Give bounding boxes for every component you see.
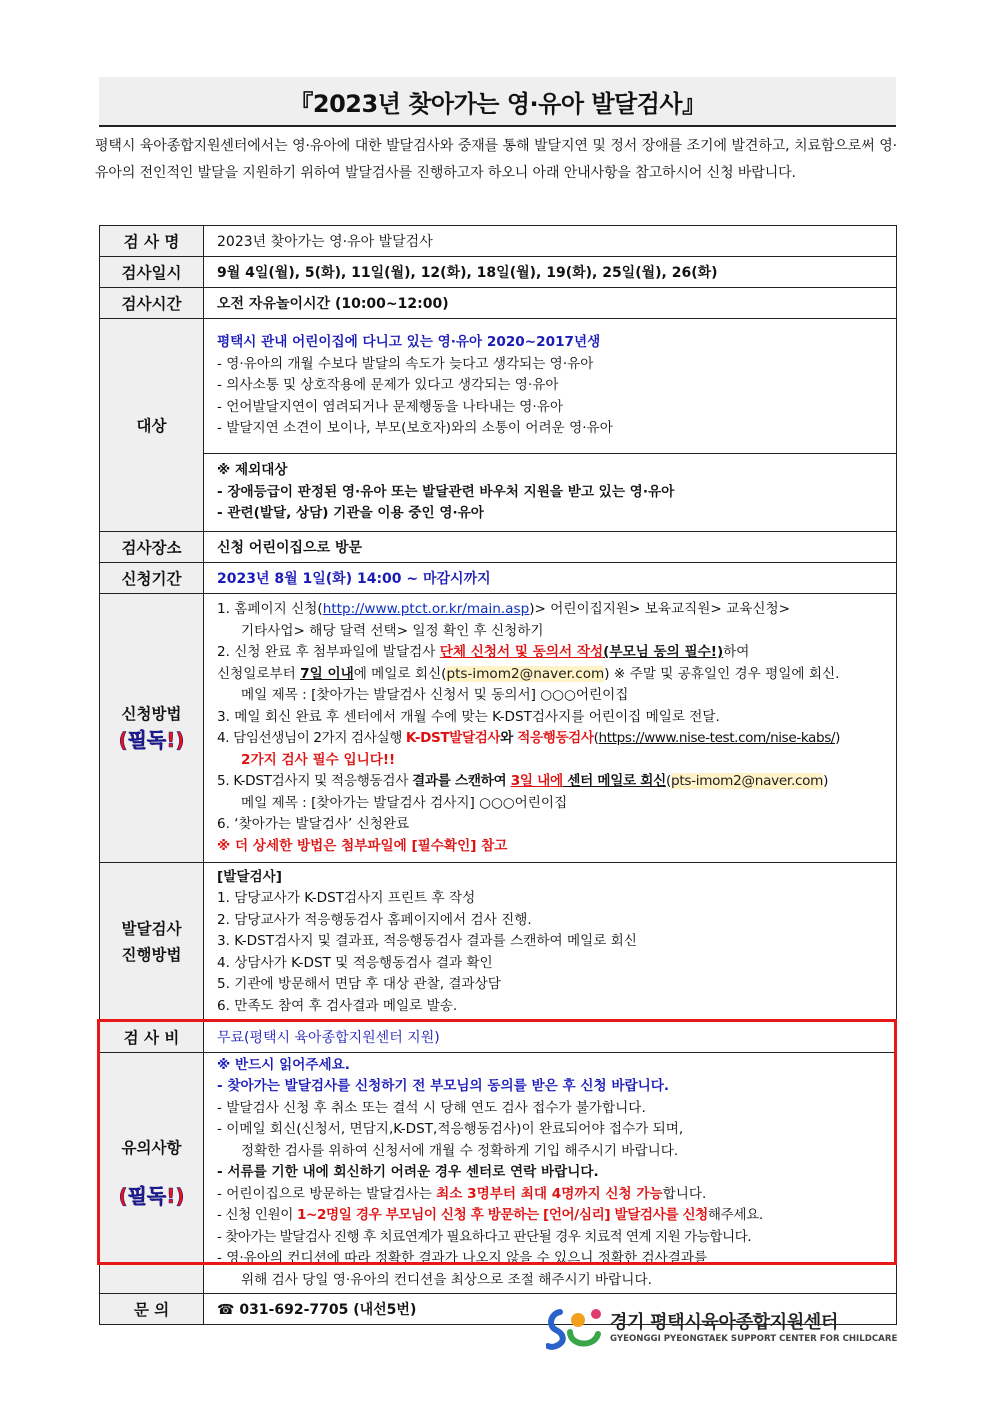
step-5-reply: 센터 메일로 회신 (562, 773, 666, 789)
step-3: 3. 메일 회신 완료 후 센터에서 개월 수에 맞는 K-DST검사지를 어린이집 메일로 전달. (217, 708, 720, 725)
notice-item: - 서류를 기한 내에 회신하기 어려운 경우 센터로 연락 바랍니다. (217, 1164, 599, 1181)
email-link-2[interactable]: pts-imom2@naver.com (670, 773, 824, 789)
label-apply-period: 신청기간 (100, 563, 204, 594)
row-notice (100, 1053, 897, 1294)
target-item: - 의사소통 및 상호작용에 문제가 있다고 생각되는 영·유아 (217, 377, 559, 394)
step-2 (217, 642, 896, 664)
step-2-mail: 에 메일로 회신( (353, 665, 447, 682)
step-4-and: 와 (500, 730, 518, 746)
label-notice (100, 1053, 204, 1294)
center-logo-icon (546, 1306, 606, 1352)
step-1-cont: 기타사업> 해당 달력 선택> 일정 확인 후 신청하기 (241, 622, 544, 639)
label-exam-name: 검 사 명 (100, 226, 204, 257)
row-target-exclusion (100, 453, 897, 531)
label-exam-dates: 검사일시 (100, 257, 204, 288)
step-6: 6. ‘찾아가는 발달검사’ 신청완료 (217, 816, 410, 832)
notice-visit-text: - 어린이집으로 방문하는 발달검사는 (217, 1185, 437, 1202)
process-steps (204, 863, 897, 1022)
center-logo-name: 경기 평택시육아종합지원센터 (610, 1312, 839, 1333)
exclusion-title: ※ 제외대상 (217, 462, 288, 479)
step-4 (217, 728, 896, 750)
contact-number[interactable]: 031-692-7705 (내선5번) (239, 1302, 417, 1318)
notice-item: - 이메일 회신(신청서, 면담지,K-DST,적응행동검사)이 완료되어야 접수가 되며, (217, 1121, 684, 1138)
label-process-line-2: 진행방법 (121, 946, 182, 964)
exclusion-item: - 장애등급이 판정된 영·유아 또는 발달관련 바우처 지원을 받고 있는 영·유아 (217, 483, 675, 500)
step-4-text: 4. 담임선생님이 2가지 검사실행 (217, 730, 406, 746)
label-exam-time: 검사시간 (100, 288, 204, 319)
notice-visit-limit: 최소 3명부터 최대 4명까지 신청 가능 (436, 1185, 663, 1202)
target-headline: 평택시 관내 어린이집에 다니고 있는 영·유아 2020~2017년생 (217, 334, 601, 351)
value-exam-dates: 9월 4일(월), 5(화), 11일(월), 12(화), 18일(월), 19(화), 25일(월), 26(화) (204, 257, 897, 288)
row-target-main (100, 319, 897, 454)
step-2-weekend: ) ※ 주말 및 공휴일인 경우 평일에 회신. (604, 665, 840, 682)
step-1 (217, 599, 896, 621)
step-1-path: )> 어린이집지원> 보육교직원> 교육신청> (529, 601, 791, 617)
step-4-close: ) (835, 730, 840, 746)
value-exam-name: 2023년 찾아가는 영·유아 발달검사 (204, 226, 897, 257)
target-description (204, 319, 897, 454)
step-2-from: 신청일로부터 (217, 665, 301, 682)
row-apply-method (100, 594, 897, 863)
row-exam-name (100, 226, 897, 257)
step-2-text: 2. 신청 완료 후 첨부파일에 발달검사 (217, 644, 440, 660)
step-5 (217, 771, 896, 793)
process-title: [발달검사] (217, 868, 282, 885)
center-logo (546, 1306, 896, 1352)
step-5-deadline: 3일 내에 (510, 773, 563, 789)
title-bar (99, 77, 896, 127)
row-exam-dates (100, 257, 897, 288)
value-apply-period: 2023년 8월 1일(화) 14:00 ~ 마감시까지 (204, 563, 897, 594)
phone-icon: ☎ (217, 1302, 235, 1318)
process-item: 1. 담당교사가 K-DST검사지 프린트 후 작성 (217, 890, 476, 907)
label-notice-text: 유의사항 (121, 1139, 182, 1157)
label-process-line-1: 발달검사 (121, 920, 182, 938)
notice-item: - 영·유아의 컨디션에 따라 정확한 결과가 나오지 않을 수 있으니 정확한 검사결과를 (217, 1250, 708, 1267)
nise-link[interactable]: https://www.nise-test.com/nise-kabs/ (598, 730, 836, 746)
must-read-badge: (필독!) (118, 728, 185, 752)
step-5-text: 5. K-DST검사지 및 적응행동검사 (217, 773, 413, 789)
row-apply-period (100, 563, 897, 594)
step-5-close: ) (823, 773, 829, 789)
step-2-consent: (부모님 동의 필수!) (603, 644, 724, 660)
process-item: 2. 담당교사가 적응행동검사 홈페이지에서 검사 진행. (217, 911, 532, 928)
notice-visit-end: 합니다. (662, 1185, 707, 1202)
row-exam-time (100, 288, 897, 319)
step-4-paren: ( (593, 730, 599, 746)
notice-item: - 찾아가는 발달검사 진행 후 치료연계가 필요하다고 판단될 경우 치료적 연계 지원 가능합니다. (217, 1228, 752, 1245)
row-fee (100, 1022, 897, 1053)
label-apply-method (100, 594, 204, 863)
info-table (99, 225, 897, 1325)
step-2-days: 7일 이내 (300, 665, 354, 682)
step-2-cont (217, 664, 896, 686)
row-process (100, 863, 897, 1022)
label-target: 대상 (100, 319, 204, 532)
center-logo-subtitle: GYEONGGI PYEONGTAEK SUPPORT CENTER FOR CHILDCARE (610, 1334, 898, 1344)
must-read-badge-2: (필독!) (118, 1184, 185, 1208)
step-5-paren: ( (665, 773, 671, 789)
label-apply-method-text: 신청방법 (121, 705, 182, 723)
target-item: - 발달지연 소견이 보이나, 부모(보호자)와의 소통이 어려운 영·유아 (217, 420, 613, 437)
step-4-adapt: 적응행동검사 (517, 730, 594, 746)
notice-item (217, 1205, 896, 1227)
apply-method-steps (204, 594, 897, 863)
process-item: 6. 만족도 참여 후 검사결과 메일로 발송. (217, 997, 458, 1014)
intro-paragraph: 평택시 육아종합지원센터에서는 영·유아에 대한 발달검사와 중재를 통해 발달지연 및 정서 장애를 조기에 발견하고, 치료함으로써 영·유아의 전인적인 발달을 지원하기 위하여 발달검사를 진행하고자 하오니 아래 안내사항을 참고하시어 신청 바랍니다. (95, 138, 897, 181)
label-fee: 검 사 비 (100, 1022, 204, 1053)
step-7-note: ※ 더 상세한 방법은 첨부파일에 [필수확인] 참고 (217, 837, 508, 854)
notice-small-red: 1~2명일 경우 부모님이 신청 후 방문하는 [언어/심리] 발달검사를 신청 (296, 1207, 708, 1224)
row-exam-place (100, 532, 897, 563)
step-1-text: 1. 홈페이지 신청( (217, 601, 323, 617)
step-2-end: 하여 (723, 644, 750, 660)
homepage-link[interactable]: http://www.ptct.or.kr/main.asp (322, 601, 530, 617)
notice-heading: ※ 반드시 읽어주세요. (217, 1056, 350, 1073)
exclusion-item: - 관련(발달, 상담) 기관을 이용 중인 영·유아 (217, 505, 484, 522)
label-exam-place: 검사장소 (100, 532, 204, 563)
step-2-highlight: 단체 신청서 및 동의서 작성 (439, 644, 604, 660)
value-fee: 무료(평택시 육아종합지원센터 지원) (204, 1022, 897, 1053)
label-process (100, 863, 204, 1022)
step-2-subject: 메일 제목 : [찾아가는 발달검사 신청서 및 동의서] ○○○어린이집 (241, 687, 629, 703)
process-item: 4. 상담사가 K-DST 및 적응행동검사 결과 확인 (217, 954, 493, 971)
value-exam-place: 신청 어린이집으로 방문 (204, 532, 897, 563)
notice-items (204, 1053, 897, 1294)
target-exclusions (204, 453, 897, 531)
notice-small-text: - 신청 인원이 (217, 1207, 297, 1224)
notice-item: 정확한 검사를 위하여 신청서에 개월 수 정확하게 기입 해주시기 바랍니다. (241, 1142, 679, 1159)
notice-item: - 발달검사 신청 후 취소 또는 결석 시 당해 연도 검사 접수가 불가합니다. (217, 1099, 646, 1116)
process-item: 5. 기관에 방문해서 면담 후 대상 관찰, 결과상담 (217, 976, 501, 993)
process-item: 3. K-DST검사지 및 결과표, 적응행동검사 결과를 스캔하여 메일로 회신 (217, 933, 637, 950)
notice-item: 위해 검사 당일 영·유아의 컨디션을 최상으로 조절 해주시기 바랍니다. (241, 1271, 652, 1288)
notice-small-end: 해주세요. (707, 1207, 763, 1224)
step-5-subject: 메일 제목 : [찾아가는 발달검사 검사지] ○○○어린이집 (241, 794, 568, 811)
step-5-scan: 결과를 스캔하여 (412, 773, 511, 789)
notice-item (217, 1184, 896, 1206)
notice-item: - 찾아가는 발달검사를 신청하기 전 부모님의 동의를 받은 후 신청 바랍니다. (217, 1078, 670, 1095)
value-exam-time: 오전 자유놀이시간 (10:00~12:00) (204, 288, 897, 319)
page-title: 『2023년 찾아가는 영·유아 발달검사』 (289, 89, 706, 118)
step-4-kdst: K-DST발달검사 (405, 730, 501, 746)
target-item: - 영·유아의 개월 수보다 발달의 속도가 늦다고 생각되는 영·유아 (217, 355, 594, 372)
label-contact: 문 의 (100, 1294, 204, 1325)
email-link[interactable]: pts-imom2@naver.com (446, 665, 605, 682)
target-item: - 언어발달지연이 염려되거나 문제행동을 나타내는 영·유아 (217, 398, 563, 415)
step-4-required: 2가지 검사 필수 입니다!! (241, 751, 396, 768)
